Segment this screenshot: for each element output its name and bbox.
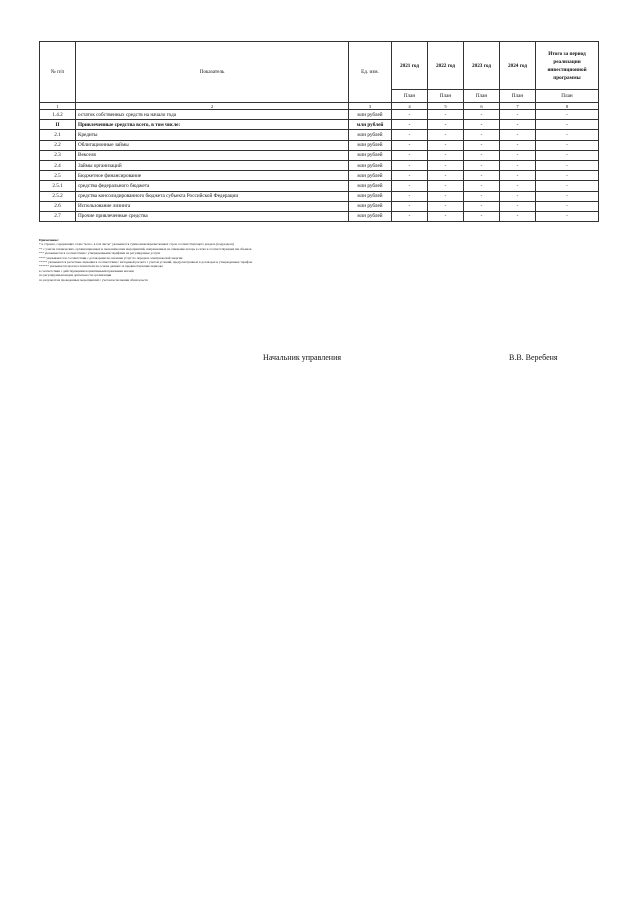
row-value: - (464, 110, 500, 120)
row-unit: млн рублей (349, 120, 392, 130)
row-value: - (500, 140, 536, 150)
row-value: - (392, 130, 428, 140)
note-line: по результатам проведенных мероприятий с учетом исполнения обязательств (39, 277, 148, 282)
header-year-2024: 2024 год (500, 42, 536, 90)
row-number: 2.3 (40, 150, 76, 160)
row-indicator: Привлеченные средства всего, в том числе: (76, 120, 349, 130)
table-row (40, 160, 599, 170)
row-number: 2.2 (40, 140, 76, 150)
row-value: - (500, 211, 536, 221)
row-value: - (500, 130, 536, 140)
subheader-plan: План (536, 90, 599, 103)
row-value: - (392, 181, 428, 191)
row-value: - (536, 181, 599, 191)
note-line: * в строках, содержащих слова "всего, в том числе" указывается сумма нижеперечисленных строк соответствующего раздела (подраздела) (39, 242, 234, 247)
row-unit: млн рублей (349, 171, 392, 181)
header-row (40, 42, 599, 90)
row-indicator: Кредиты (76, 130, 349, 140)
row-number: II (40, 120, 76, 130)
table-row (40, 150, 599, 160)
row-value: - (428, 160, 464, 170)
col-number: 2 (76, 103, 349, 110)
row-value: - (392, 191, 428, 201)
row-value: - (464, 150, 500, 160)
subheader-plan: План (428, 90, 464, 103)
row-number: 2.5.2 (40, 191, 76, 201)
col-number: 8 (536, 103, 599, 110)
row-unit: млн рублей (349, 110, 392, 120)
header-num: № п/п (40, 42, 76, 103)
row-value: - (428, 201, 464, 211)
row-value: - (500, 201, 536, 211)
row-value: - (428, 191, 464, 201)
row-value: - (428, 140, 464, 150)
table-row (40, 110, 599, 120)
row-value: - (464, 211, 500, 221)
table-row (40, 171, 599, 181)
row-value: - (392, 120, 428, 130)
table-row (40, 130, 599, 140)
row-value: - (500, 181, 536, 191)
row-value: - (428, 110, 464, 120)
row-value: - (428, 130, 464, 140)
row-value: - (500, 150, 536, 160)
row-indicator: Займы организаций (76, 160, 349, 170)
row-indicator: средства консолидированного бюджета субъекта Российской Федерации (76, 191, 349, 201)
row-unit: млн рублей (349, 201, 392, 211)
row-value: - (392, 140, 428, 150)
row-number: 2.7 (40, 211, 76, 221)
row-value: - (500, 171, 536, 181)
table-row (40, 211, 599, 221)
note-line: *** указываются в соответствии с утвержденными тарифами на регулируемые услуги (39, 251, 161, 256)
header-year-2022: 2022 год (428, 42, 464, 90)
row-value: - (536, 160, 599, 170)
row-unit: млн рублей (349, 211, 392, 221)
row-number: 2.1 (40, 130, 76, 140)
row-value: - (428, 150, 464, 160)
col-number: 3 (349, 103, 392, 110)
col-number: 6 (464, 103, 500, 110)
table-row (40, 140, 599, 150)
row-value: - (428, 120, 464, 130)
subheader-plan: План (500, 90, 536, 103)
row-value: - (464, 171, 500, 181)
note-line: ****** указывается прогноз показателя на основе данных за предшествующие периоды (39, 264, 163, 269)
col-number: 7 (500, 103, 536, 110)
row-number: 2.6 (40, 201, 76, 211)
row-value: - (392, 171, 428, 181)
table-row (40, 120, 599, 130)
row-value: - (428, 171, 464, 181)
row-value: - (536, 171, 599, 181)
row-value: - (500, 191, 536, 201)
row-value: - (392, 201, 428, 211)
row-value: - (464, 130, 500, 140)
row-indicator: средства федерального бюджета (76, 181, 349, 191)
note-line: ***** указываются расчетные значения в соответствии с методикой расчета с учетом условий, предусмотренных в договорах и утвержденных тарифов (39, 260, 253, 265)
row-value: - (392, 150, 428, 160)
row-indicator: Векселя (76, 150, 349, 160)
notes-title: Примечание: (39, 238, 59, 242)
subheader-plan: План (464, 90, 500, 103)
row-unit: млн рублей (349, 181, 392, 191)
header-total: Итого за период реализации инвестиционной программы (536, 42, 599, 90)
row-value: - (536, 140, 599, 150)
row-number: 2.5 (40, 171, 76, 181)
header-year-2021: 2021 год (392, 42, 428, 90)
row-value: - (500, 120, 536, 130)
signature-name: В.В. Веребеня (509, 353, 558, 362)
row-value: - (428, 181, 464, 191)
subheader-plan: План (392, 90, 428, 103)
row-value: - (392, 160, 428, 170)
header-unit: Ед. изм. (349, 42, 392, 103)
row-value: - (536, 211, 599, 221)
row-value: - (536, 201, 599, 211)
row-indicator: остаток собственных средств на начало года (76, 110, 349, 120)
row-unit: млн рублей (349, 130, 392, 140)
row-indicator: Прочие привлеченные средства (76, 211, 349, 221)
note-line: по регулируемым видам деятельности организации (39, 273, 112, 278)
col-number: 4 (392, 103, 428, 110)
header-year-2023: 2023 год (464, 42, 500, 90)
header-name: Показатель (76, 42, 349, 103)
row-value: - (500, 110, 536, 120)
note-line: **** указываются в соответствии с договорами на оказание услуг по передаче электрической энергии (39, 255, 183, 260)
row-unit: млн рублей (349, 140, 392, 150)
row-indicator: Бюджетное финансирование (76, 171, 349, 181)
row-number: 2.4 (40, 160, 76, 170)
row-value: - (500, 160, 536, 170)
row-unit: млн рублей (349, 191, 392, 201)
col-number: 5 (428, 103, 464, 110)
row-indicator: Использование лизинга (76, 201, 349, 211)
table-row (40, 181, 599, 191)
row-value: - (464, 181, 500, 191)
col-number: 1 (40, 103, 76, 110)
row-value: - (536, 110, 599, 120)
row-unit: млн рублей (349, 150, 392, 160)
table-row (40, 201, 599, 211)
note-line: ** с учетом технических, организационных и экономических мероприятий, направленных на снижение потерь в сетях и соответствующих им объемов (39, 246, 252, 251)
row-value: - (536, 120, 599, 130)
row-value: - (464, 191, 500, 201)
row-number: 1.4.2 (40, 110, 76, 120)
note-line: в соответствии с действующими нормативными правовыми актами (39, 268, 134, 273)
investment-table (39, 41, 599, 222)
row-indicator: Облигационные займы (76, 140, 349, 150)
notes-block (39, 238, 599, 282)
row-value: - (428, 211, 464, 221)
table-row (40, 191, 599, 201)
signature-title: Начальник управления (263, 353, 342, 362)
row-value: - (464, 120, 500, 130)
row-value: - (536, 150, 599, 160)
column-number-row (40, 103, 599, 110)
row-unit: млн рублей (349, 160, 392, 170)
row-value: - (392, 211, 428, 221)
row-value: - (392, 110, 428, 120)
table-body (40, 110, 599, 222)
row-value: - (536, 130, 599, 140)
row-value: - (464, 201, 500, 211)
row-value: - (464, 160, 500, 170)
row-value: - (536, 191, 599, 201)
row-number: 2.5.1 (40, 181, 76, 191)
row-value: - (464, 140, 500, 150)
